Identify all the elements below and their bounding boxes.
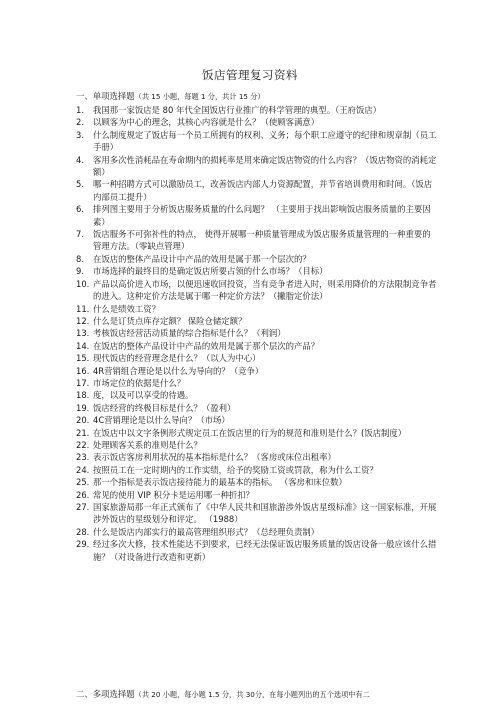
question-text: 饭店服务不可弥补性的特点， 使得开展哪一种质量管理成为饭店服务质量管理的一种重要的管理方法。（零缺点管理） (93, 229, 431, 252)
question-item (76, 253, 438, 265)
question-text: 4R营销组合理论是以什么为导向的？（竞争） (93, 365, 264, 376)
question-item (76, 265, 438, 277)
question-text: 排列图主要用于分析饭店服务质量的什么问题？ （主要用于找出影响饭店服务质量的主要因素） (93, 204, 431, 227)
question-number: 18. (76, 390, 90, 401)
question-text: 那一个指标是表示饭店接待能力的最基本的指标。 （客房和床位数） (93, 477, 347, 488)
question-text: 市场定位的依据是什么？ (93, 377, 186, 388)
question-number: 25. (76, 477, 90, 488)
question-item (76, 154, 438, 179)
question-number: 9. (76, 266, 84, 277)
question-number: 28. (76, 526, 90, 537)
question-text: 考核饭店经营活动质量的综合指标是什么？（利润） (93, 328, 286, 339)
section-heading-single-choice (76, 90, 265, 102)
question-text: 什么是饭店内部实行的最高管理组织形式？（总经理负责制） (93, 526, 320, 537)
question-item (76, 402, 438, 414)
question-number: 13. (76, 328, 90, 339)
question-text: 在饭店的整体产品设计中产品的效用是属于那个层次的产品？ (93, 340, 320, 351)
question-item (76, 129, 438, 154)
question-number: 3. (76, 129, 84, 140)
question-number: 1. (76, 105, 84, 115)
question-text: 什么是订货点库存定额？ 保险仓储定额？ (93, 315, 247, 326)
section-note: （共 20 小题，每小题 1.5 分，共 30分，在每小题列出的五个选项中有二 (134, 690, 370, 699)
question-text: 饭店经营的终极目标是什么？（盈利） (93, 402, 236, 413)
question-number: 26. (76, 489, 90, 500)
question-number: 20. (76, 415, 90, 426)
question-number: 17. (76, 377, 90, 388)
question-item (76, 104, 438, 116)
question-item (76, 203, 438, 228)
question-number: 21. (76, 427, 90, 438)
question-number: 6. (76, 204, 84, 215)
section-label: 一、单项选择题 (76, 91, 135, 101)
question-text: 以顾客为中心的理念，其核心内容就是什么？（使顾客满意） (93, 117, 320, 128)
question-text: 什么是绩效工资？ (93, 303, 160, 314)
question-number: 22. (76, 439, 90, 450)
question-item (76, 476, 438, 488)
question-item (76, 526, 438, 538)
question-item (76, 340, 438, 352)
question-number: 29. (76, 539, 90, 550)
question-text: 按照员工在一定时期内的工作实绩，给予的奖励工资或罚款，称为什么工资？ (93, 464, 378, 475)
question-number: 2. (76, 117, 84, 128)
question-number: 16. (76, 365, 90, 376)
question-text: 经过多次大修，技术性能达不到要求，已经无法保证饭店服务质量的饭店设备一般应该什么措施？（对设备进行改造和更新） (93, 539, 437, 562)
question-item (76, 178, 438, 203)
question-item (76, 439, 438, 451)
question-number: 27. (76, 502, 90, 512)
question-item (76, 327, 438, 339)
question-number: 11. (76, 303, 90, 314)
question-item (76, 228, 438, 253)
question-text: 表示饭店客房利用状况的基本指标是什么？（客房或床位出租率） (93, 452, 336, 463)
question-item (76, 427, 438, 439)
section-label: 二、多项选择题 (76, 689, 135, 699)
question-item (76, 278, 438, 303)
question-text: 常见的使用 VIP 积分卡是运用哪一种折扣？ (93, 489, 254, 500)
question-number: 24. (76, 464, 90, 475)
question-list (76, 104, 438, 563)
question-text: 处理顾客关系的准则是什么？ (93, 439, 202, 450)
question-text: 在饭店中以文字条例形式规定员工在饭店里的行为的规范和准则是什么？(饭店制度） (93, 427, 407, 438)
question-item (76, 389, 438, 401)
question-number: 5. (76, 179, 84, 190)
question-text: 什么制度规定了饭店每一个员工所拥有的权利、义务；每个职工应遵守的纪律和规章制（员工手册） (93, 129, 437, 153)
question-text: 产品以高价进入市场，以便迅速收回投资，当有竞争者进入时，则采用降价的方法限制竞争者的进入。这种定价方法是属于哪一种定价方法？（撇脂定价法） (93, 278, 437, 302)
question-item (76, 489, 438, 501)
question-item (76, 303, 438, 315)
question-text: 我国那一家饭店是 80 年代全国饭店行业推广的科学管理的典型。（王府饭店） (93, 105, 382, 115)
question-item (76, 116, 438, 128)
question-text: 哪一种招聘方式可以激励员工，改善饭店内部人力资源配置，并节省培训费用和时间。（饭店内部员工提升） (93, 179, 433, 202)
question-item (76, 315, 438, 327)
question-text: 国家旅游局那一年正式颁布了《中华人民共和国旅游涉外饭店星级标准》这一国家标准，开展涉外饭店的星级划分和评定。 （1988） (93, 502, 437, 525)
question-number: 23. (76, 452, 90, 463)
question-text: 市场选择的最终目的是确定饭店所要占领的什么市场？（目标） (93, 266, 328, 277)
question-number: 12. (76, 315, 90, 326)
question-item (76, 538, 438, 563)
question-number: 14. (76, 340, 90, 351)
question-number: 7. (76, 229, 84, 240)
section-note: （共 15 小题，每题 1 分，共计 15 分） (134, 92, 265, 101)
question-text: 现代饭店的经营理念是什么？（以人为中心） (93, 353, 261, 364)
question-number: 8. (76, 253, 84, 264)
question-text: 4C营销理论是以什么导向？（市场） (93, 415, 230, 426)
question-number: 19. (76, 402, 90, 413)
question-text: 客用多次性消耗品在寿命期内的损耗率是用来确定饭店物资的什么内容？（饭店物资的消耗定额） (93, 154, 437, 178)
question-item (76, 352, 438, 364)
page-title: 饭店管理复习资料 (202, 68, 298, 82)
question-item (76, 365, 438, 377)
question-item (76, 377, 438, 389)
question-number: 15. (76, 353, 90, 364)
section-heading-multiple-choice (76, 688, 370, 700)
question-number: 4. (76, 154, 84, 165)
question-item (76, 414, 438, 426)
question-text: 度，以及可以享受的待遇。 (93, 390, 194, 401)
question-item (76, 464, 438, 476)
question-item (76, 501, 438, 526)
question-item (76, 451, 438, 463)
question-text: 在饭店的整体产品设计中产品的效用是属于那一个层次的？ (93, 253, 311, 264)
question-number: 10. (76, 278, 90, 289)
